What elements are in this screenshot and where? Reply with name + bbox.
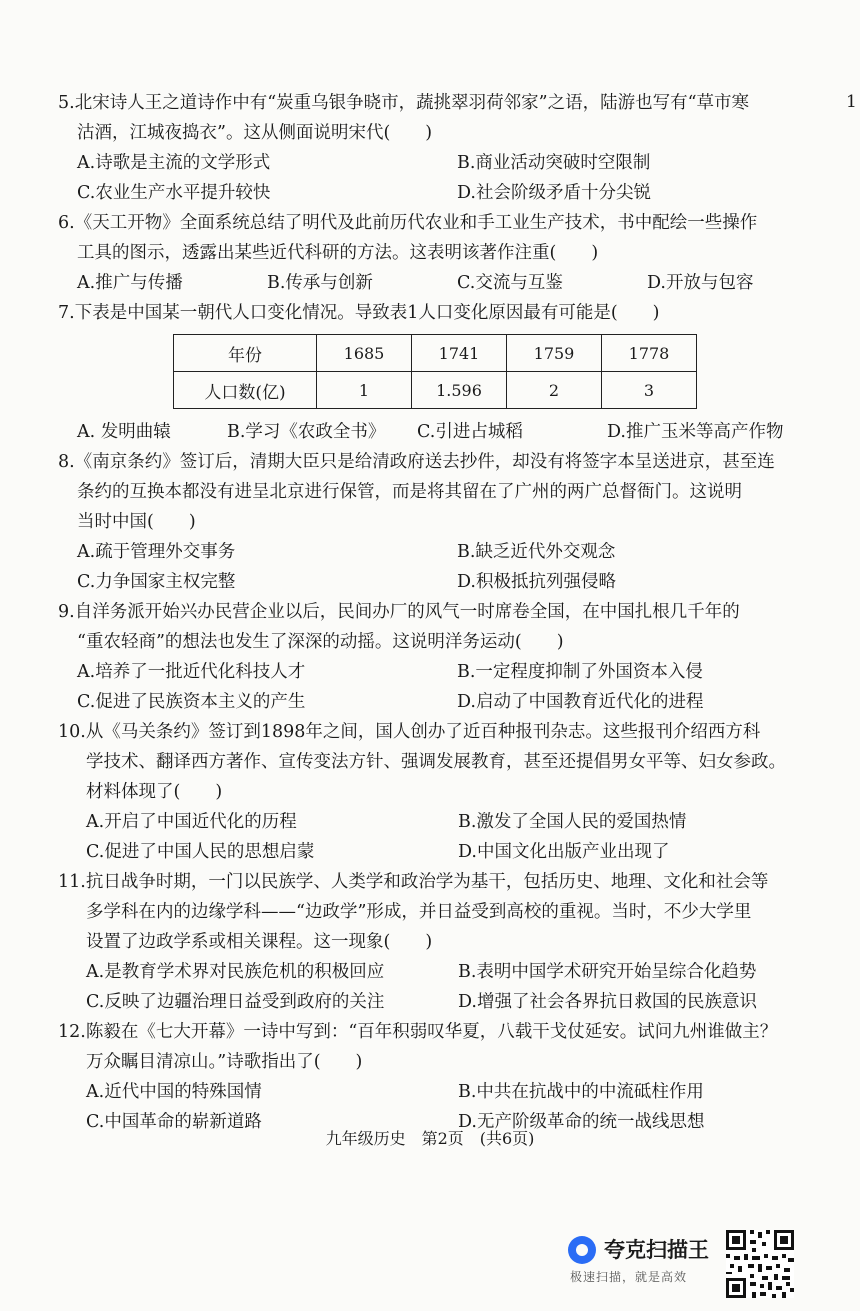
question-7 [58,298,838,447]
option-d[interactable]: D.增强了社会各界抗日救国的民族意识 [458,992,757,1012]
option-a[interactable]: A.诗歌是主流的文学形式 [77,153,271,173]
option-a[interactable]: A. 发明曲辕 [77,422,171,442]
table-row [174,335,697,372]
stem-line: 5.北宋诗人王之道诗作中有“炭重乌银争晓市，蔬挑翠羽荷邻家”之语，陆游也写有“草市寒 [58,93,750,113]
exam-questions [58,88,838,1137]
question-11 [58,867,838,1017]
option-b[interactable]: B.学习《农政全书》 [227,422,386,442]
table-cell: 1778 [602,335,697,372]
option-d[interactable]: D.中国文化出版产业出现了 [458,842,670,862]
scanner-brand-name: 夸克扫描王 [604,1238,709,1262]
question-stem [58,1017,838,1077]
scanner-watermark [568,1228,728,1288]
option-b[interactable]: B.商业活动突破时空限制 [457,153,651,173]
stem-line: 设置了边政学系或相关课程。这一现象( ) [86,932,433,952]
stem-line: 工具的图示，透露出某些近代科研的方法。这表明该著作注重( ) [77,243,599,263]
stem-line: 11.抗日战争时期，一门以民族学、人类学和政治学为基干，包括历史、地理、文化和社会等 [58,872,769,892]
option-d[interactable]: D.积极抵抗列强侵略 [457,572,616,592]
stem-line: 万众瞩目清凉山。”诗歌指出了( ) [86,1052,363,1072]
table-cell: 2 [507,372,602,409]
option-b[interactable]: B.激发了全国人民的爱国热情 [458,812,687,832]
option-c[interactable]: C.引进占城稻 [417,422,523,442]
option-a[interactable]: A.近代中国的特殊国情 [86,1082,262,1102]
qr-code-icon [726,1230,794,1298]
options [58,657,838,717]
population-table [173,334,697,409]
stem-line: 7.下表是中国某一朝代人口变化情况。导致表1人口变化原因最有可能是( ) [58,303,660,323]
stem-line: 学技术、翻译西方著作、宣传变法方针、强调发展教育，甚至还提倡男女平等、妇女参政。 [86,752,786,772]
table-cell: 1.596 [412,372,507,409]
stem-line: 6.《天工开物》全面系统总结了明代及此前历代农业和手工业生产技术，书中配绘一些操作 [58,213,758,233]
option-c[interactable]: C.反映了边疆治理日益受到政府的关注 [86,992,385,1012]
question-12 [58,1017,838,1137]
stem-line: 材料体现了( ) [86,782,223,802]
question-5 [58,88,838,208]
question-stem [58,208,838,268]
options [58,537,838,597]
question-10 [58,717,838,867]
option-c[interactable]: C.农业生产水平提升较快 [77,183,271,203]
question-stem [58,298,838,328]
option-a[interactable]: A.是教育学术界对民族危机的积极回应 [86,962,385,982]
option-d[interactable]: D.开放与包容 [647,273,754,293]
qr-code-graphic [726,1230,794,1298]
option-d[interactable]: D.无产阶级革命的统一战线思想 [458,1112,705,1132]
option-d[interactable]: D.启动了中国教育近代化的进程 [457,692,704,712]
table-cell: 1 [317,372,412,409]
question-stem [58,597,838,657]
stem-line: 沽酒，江城夜捣衣”。这从侧面说明宋代( ) [77,123,433,143]
stem-line: 8.《南京条约》签订后，清期大臣只是给清政府送去抄件，却没有将签字本呈送进京，甚至连 [58,452,775,472]
option-c[interactable]: C.促进了民族资本主义的产生 [77,692,306,712]
stem-line: 9.自洋务派开始兴办民营企业以后，民间办厂的风气一时席卷全国，在中国扎根几千年的 [58,602,740,622]
page-footer: 九年级历史 第2页 (共6页) [325,1129,535,1148]
stem-line: 12.陈毅在《七大开幕》一诗中写到：“百年积弱叹华夏，八载干戈仗延安。试问九州谁做主？ [58,1022,778,1042]
stem-line: “重农轻商”的想法也发生了深深的动摇。这说明洋务运动( ) [77,632,564,652]
stem-line: 当时中国( ) [77,512,196,532]
page-edge-number: 1 [846,92,857,112]
option-d[interactable]: D.推广玉米等高产作物 [607,422,784,442]
option-b[interactable]: B.中共在抗战中的中流砥柱作用 [458,1082,704,1102]
options [58,268,838,298]
question-9 [58,597,838,717]
stem-line: 条约的互换本都没有进呈北京进行保管，而是将其留在了广州的两广总督衙门。这说明 [77,482,742,502]
table-cell: 1685 [317,335,412,372]
option-b[interactable]: B.缺乏近代外交观念 [457,542,616,562]
question-stem [58,88,838,148]
table-cell: 1759 [507,335,602,372]
option-a[interactable]: A.推广与传播 [77,273,183,293]
question-8 [58,447,838,597]
table-row [174,372,697,409]
options [58,957,838,1017]
question-stem [58,447,838,537]
question-stem [58,867,838,957]
scanner-slogan: 极速扫描，就是高效 [570,1270,688,1284]
table-cell: 1741 [412,335,507,372]
option-a[interactable]: A.开启了中国近代化的历程 [86,812,297,832]
options [58,417,838,447]
table-cell: 年份 [174,335,317,372]
table-cell: 3 [602,372,697,409]
options [58,148,838,208]
question-6 [58,208,838,298]
option-c[interactable]: C.交流与互鉴 [457,273,563,293]
option-b[interactable]: B.表明中国学术研究开始呈综合化趋势 [458,962,757,982]
option-d[interactable]: D.社会阶级矛盾十分尖锐 [457,183,651,203]
option-c[interactable]: C.促进了中国人民的思想启蒙 [86,842,315,862]
stem-line: 10.从《马关条约》签订到1898年之间，国人创办了近百种报刊杂志。这些报刊介绍西方科 [58,722,761,742]
option-b[interactable]: B.一定程度抑制了外国资本入侵 [457,662,703,682]
question-stem [58,717,838,807]
option-b[interactable]: B.传承与创新 [267,273,373,293]
option-a[interactable]: A.疏于管理外交事务 [77,542,236,562]
stem-line: 多学科在内的边缘学科——“边政学”形成，并日益受到高校的重视。当时，不少大学里 [86,902,752,922]
option-a[interactable]: A.培养了一批近代化科技人才 [77,662,306,682]
table-cell: 人口数(亿) [174,372,317,409]
option-c[interactable]: C.中国革命的崭新道路 [86,1112,262,1132]
option-c[interactable]: C.力争国家主权完整 [77,572,236,592]
options [58,807,838,867]
scanner-logo-icon [568,1236,596,1264]
